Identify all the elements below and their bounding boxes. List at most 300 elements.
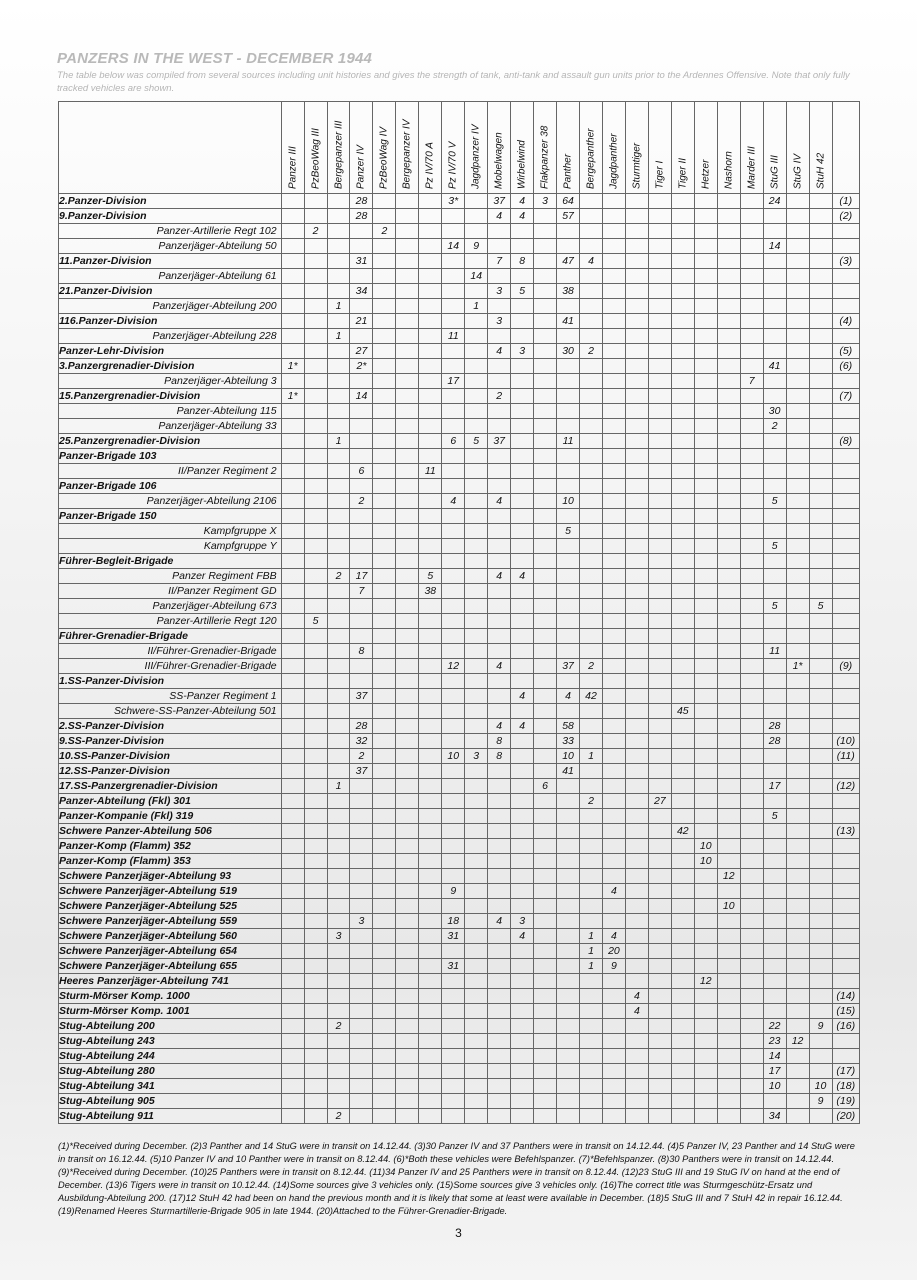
table-cell: [717, 764, 740, 779]
table-cell: [281, 419, 304, 434]
table-cell: [740, 884, 763, 899]
table-cell: [442, 1064, 465, 1079]
table-cell: [396, 554, 419, 569]
table-cell: [511, 944, 534, 959]
table-cell: [373, 659, 396, 674]
table-cell: [809, 914, 832, 929]
table-cell: [694, 719, 717, 734]
table-cell: 64: [557, 194, 580, 209]
table-cell: [281, 674, 304, 689]
table-cell: [671, 764, 694, 779]
table-cell: [419, 1049, 442, 1064]
table-cell: [327, 749, 350, 764]
table-cell: 28: [350, 194, 373, 209]
table-cell: [671, 329, 694, 344]
table-row: [59, 524, 860, 539]
table-cell: [373, 539, 396, 554]
table-cell: [602, 239, 625, 254]
table-cell: [534, 929, 557, 944]
table-cell: [511, 224, 534, 239]
table-cell: 8: [511, 254, 534, 269]
table-cell: [327, 539, 350, 554]
table-row: [59, 299, 860, 314]
table-cell: [373, 629, 396, 644]
table-cell: [671, 734, 694, 749]
table-cell: [694, 1034, 717, 1049]
table-cell: [809, 644, 832, 659]
table-cell: [786, 494, 809, 509]
table-cell: [327, 1034, 350, 1049]
table-cell: 4: [488, 659, 511, 674]
table-cell: [281, 374, 304, 389]
table-cell: [281, 584, 304, 599]
row-label: Sturm-Mörser Komp. 1001: [59, 1004, 282, 1019]
table-cell: [442, 824, 465, 839]
table-cell: [396, 1034, 419, 1049]
table-cell: [694, 614, 717, 629]
table-cell: [396, 659, 419, 674]
column-header-label: Bergepanzer III: [333, 120, 344, 189]
table-cell: [625, 839, 648, 854]
table-cell: [786, 419, 809, 434]
table-cell: [419, 1079, 442, 1094]
table-cell: 5: [419, 569, 442, 584]
table-cell: [648, 554, 671, 569]
table-cell: [580, 449, 603, 464]
table-cell: [671, 869, 694, 884]
table-cell: [373, 749, 396, 764]
table-cell: [488, 794, 511, 809]
table-cell: [648, 209, 671, 224]
table-row: [59, 569, 860, 584]
table-cell: [648, 914, 671, 929]
table-cell: [671, 404, 694, 419]
table-cell: [580, 329, 603, 344]
table-cell: [625, 1019, 648, 1034]
table-cell: 1*: [281, 359, 304, 374]
table-cell: [396, 314, 419, 329]
table-cell: [786, 974, 809, 989]
table-cell: 3: [327, 929, 350, 944]
table-cell: [671, 974, 694, 989]
table-cell: [602, 914, 625, 929]
table-cell: [786, 479, 809, 494]
row-note: (14): [832, 989, 860, 1004]
table-cell: [419, 734, 442, 749]
table-cell: [534, 749, 557, 764]
table-cell: [465, 209, 488, 224]
row-note: [832, 1034, 860, 1049]
row-label: Schwere-SS-Panzer-Abteilung 501: [59, 704, 282, 719]
table-cell: [648, 194, 671, 209]
table-cell: [740, 509, 763, 524]
table-cell: [511, 584, 534, 599]
table-cell: [648, 659, 671, 674]
table-cell: [534, 239, 557, 254]
table-cell: [740, 299, 763, 314]
table-cell: [557, 1064, 580, 1079]
table-cell: [580, 674, 603, 689]
table-row: [59, 719, 860, 734]
table-cell: [557, 869, 580, 884]
table-cell: [534, 599, 557, 614]
table-row: [59, 824, 860, 839]
table-cell: [671, 629, 694, 644]
table-cell: [648, 344, 671, 359]
table-cell: 11: [442, 329, 465, 344]
row-label: Schwere Panzerjäger-Abteilung 93: [59, 869, 282, 884]
table-cell: [763, 524, 786, 539]
column-header: [419, 102, 442, 194]
table-cell: [465, 449, 488, 464]
table-cell: [396, 779, 419, 794]
table-cell: [488, 974, 511, 989]
table-row: [59, 194, 860, 209]
table-cell: [534, 974, 557, 989]
table-cell: 5: [763, 539, 786, 554]
table-cell: [648, 1109, 671, 1124]
table-cell: [648, 854, 671, 869]
table-cell: [419, 1109, 442, 1124]
table-cell: [534, 434, 557, 449]
row-label: 11.Panzer-Division: [59, 254, 282, 269]
table-cell: [465, 884, 488, 899]
row-label: 10.SS-Panzer-Division: [59, 749, 282, 764]
table-cell: [694, 914, 717, 929]
table-cell: [511, 1034, 534, 1049]
table-cell: [304, 1019, 327, 1034]
row-label: Schwere Panzerjäger-Abteilung 559: [59, 914, 282, 929]
table-cell: [488, 929, 511, 944]
table-cell: [694, 494, 717, 509]
table-cell: 42: [671, 824, 694, 839]
table-cell: [534, 884, 557, 899]
table-cell: [717, 734, 740, 749]
column-header: [373, 102, 396, 194]
table-cell: [442, 524, 465, 539]
table-cell: [442, 539, 465, 554]
table-cell: [809, 269, 832, 284]
table-cell: [717, 719, 740, 734]
table-cell: [786, 284, 809, 299]
table-row: [59, 689, 860, 704]
table-cell: [625, 539, 648, 554]
table-cell: [327, 869, 350, 884]
table-cell: 4: [602, 884, 625, 899]
table-cell: [671, 794, 694, 809]
table-cell: [717, 569, 740, 584]
table-cell: [511, 899, 534, 914]
table-cell: [488, 1004, 511, 1019]
table-cell: [373, 299, 396, 314]
table-cell: [694, 299, 717, 314]
table-cell: [419, 779, 442, 794]
row-label: 21.Panzer-Division: [59, 284, 282, 299]
table-cell: [442, 1094, 465, 1109]
table-cell: [763, 839, 786, 854]
table-cell: [281, 989, 304, 1004]
table-cell: [419, 749, 442, 764]
table-cell: [648, 989, 671, 1004]
table-cell: 38: [557, 284, 580, 299]
table-cell: [580, 779, 603, 794]
table-cell: [327, 194, 350, 209]
table-cell: [442, 344, 465, 359]
table-cell: [717, 644, 740, 659]
table-cell: [511, 539, 534, 554]
row-label: Kampfgruppe Y: [59, 539, 282, 554]
table-cell: [373, 794, 396, 809]
table-cell: [763, 299, 786, 314]
table-cell: [671, 524, 694, 539]
table-cell: [671, 254, 694, 269]
table-cell: [350, 434, 373, 449]
table-cell: [327, 314, 350, 329]
row-note: (12): [832, 779, 860, 794]
table-cell: [419, 434, 442, 449]
table-cell: [442, 389, 465, 404]
table-cell: [419, 929, 442, 944]
table-cell: [580, 644, 603, 659]
table-cell: [373, 944, 396, 959]
table-cell: [809, 194, 832, 209]
table-cell: [557, 914, 580, 929]
row-label: Panzerjäger-Abteilung 33: [59, 419, 282, 434]
table-cell: 2: [373, 224, 396, 239]
table-cell: [373, 284, 396, 299]
table-cell: [671, 674, 694, 689]
table-cell: [511, 269, 534, 284]
table-cell: [534, 269, 557, 284]
table-cell: [694, 419, 717, 434]
table-cell: 5: [465, 434, 488, 449]
table-cell: [763, 974, 786, 989]
table-cell: [648, 629, 671, 644]
table-cell: [580, 914, 603, 929]
table-cell: [327, 764, 350, 779]
row-note: [832, 239, 860, 254]
table-cell: [327, 794, 350, 809]
column-header: [809, 102, 832, 194]
table-cell: 7: [740, 374, 763, 389]
table-cell: [740, 554, 763, 569]
table-cell: [809, 239, 832, 254]
table-cell: [557, 1094, 580, 1109]
table-cell: [717, 884, 740, 899]
row-note: (6): [832, 359, 860, 374]
column-header: [763, 102, 786, 194]
table-cell: [281, 764, 304, 779]
table-cell: [786, 1064, 809, 1079]
table-cell: [304, 1064, 327, 1079]
table-cell: [304, 659, 327, 674]
table-cell: [511, 239, 534, 254]
table-cell: [465, 254, 488, 269]
table-cell: [327, 224, 350, 239]
table-cell: [786, 614, 809, 629]
table-cell: [442, 314, 465, 329]
table-cell: [809, 329, 832, 344]
table-cell: [396, 869, 419, 884]
table-cell: [602, 479, 625, 494]
table-cell: [740, 809, 763, 824]
row-label: Schwere Panzerjäger-Abteilung 654: [59, 944, 282, 959]
table-cell: [350, 809, 373, 824]
table-cell: [694, 554, 717, 569]
row-label: Schwere Panzerjäger-Abteilung 525: [59, 899, 282, 914]
table-cell: [373, 389, 396, 404]
row-label: Stug-Abteilung 905: [59, 1094, 282, 1109]
table-cell: 37: [350, 689, 373, 704]
row-label: Panzerjäger-Abteilung 673: [59, 599, 282, 614]
table-row: [59, 884, 860, 899]
row-note: [832, 809, 860, 824]
table-cell: [694, 734, 717, 749]
row-label: Panzerjäger-Abteilung 2106: [59, 494, 282, 509]
table-cell: [442, 209, 465, 224]
table-cell: [557, 884, 580, 899]
table-cell: [396, 494, 419, 509]
table-cell: [373, 719, 396, 734]
table-cell: 9: [442, 884, 465, 899]
table-cell: [717, 464, 740, 479]
column-header-label: Nashorn: [723, 151, 735, 189]
table-cell: 10: [694, 854, 717, 869]
table-cell: [281, 884, 304, 899]
table-cell: [809, 794, 832, 809]
table-cell: [740, 704, 763, 719]
table-cell: [419, 839, 442, 854]
table-cell: [442, 719, 465, 734]
table-cell: [442, 614, 465, 629]
table-cell: [717, 494, 740, 509]
table-cell: [488, 989, 511, 1004]
row-label: Stug-Abteilung 280: [59, 1064, 282, 1079]
table-cell: [809, 989, 832, 1004]
table-cell: [625, 1034, 648, 1049]
table-cell: 5: [763, 809, 786, 824]
table-cell: [396, 914, 419, 929]
table-cell: [580, 734, 603, 749]
table-cell: [625, 674, 648, 689]
table-cell: [534, 839, 557, 854]
table-row: [59, 1094, 860, 1109]
table-cell: [786, 689, 809, 704]
table-cell: [625, 464, 648, 479]
table-cell: [648, 539, 671, 554]
table-row: [59, 614, 860, 629]
table-cell: [511, 389, 534, 404]
table-cell: [580, 419, 603, 434]
table-cell: [488, 644, 511, 659]
table-cell: [740, 989, 763, 1004]
table-cell: [580, 764, 603, 779]
table-cell: [281, 509, 304, 524]
row-note: [832, 584, 860, 599]
table-cell: [534, 209, 557, 224]
table-cell: [511, 314, 534, 329]
table-cell: [488, 1034, 511, 1049]
table-cell: [488, 449, 511, 464]
table-cell: [557, 1049, 580, 1064]
row-label: Schwere Panzerjäger-Abteilung 560: [59, 929, 282, 944]
table-cell: [786, 719, 809, 734]
column-header-label: PzBeoWag III: [310, 128, 322, 189]
table-cell: [717, 434, 740, 449]
table-cell: [625, 689, 648, 704]
table-cell: [534, 539, 557, 554]
table-row: [59, 254, 860, 269]
table-cell: [534, 794, 557, 809]
column-header: [304, 102, 327, 194]
table-cell: [580, 719, 603, 734]
table-cell: [350, 659, 373, 674]
table-cell: [694, 704, 717, 719]
table-cell: [580, 314, 603, 329]
row-label: Kampfgruppe X: [59, 524, 282, 539]
table-cell: [465, 944, 488, 959]
row-note: [832, 614, 860, 629]
table-cell: [786, 959, 809, 974]
table-cell: [671, 1064, 694, 1079]
table-cell: [350, 374, 373, 389]
table-cell: [396, 749, 419, 764]
table-cell: [625, 284, 648, 299]
table-cell: [534, 584, 557, 599]
table-cell: [694, 464, 717, 479]
row-note: [832, 509, 860, 524]
table-cell: [694, 254, 717, 269]
table-cell: [602, 989, 625, 1004]
table-cell: [396, 1019, 419, 1034]
table-cell: [327, 1064, 350, 1079]
table-cell: [373, 1004, 396, 1019]
row-label: 9.SS-Panzer-Division: [59, 734, 282, 749]
table-cell: [304, 344, 327, 359]
table-cell: [625, 224, 648, 239]
row-label: SS-Panzer Regiment 1: [59, 689, 282, 704]
table-cell: [396, 689, 419, 704]
column-header-label: StuG IV: [792, 153, 804, 189]
table-cell: 1*: [281, 389, 304, 404]
table-cell: [717, 359, 740, 374]
table-cell: [419, 899, 442, 914]
table-cell: [557, 704, 580, 719]
table-cell: [281, 1034, 304, 1049]
column-header: [465, 102, 488, 194]
table-cell: [786, 899, 809, 914]
table-cell: [786, 794, 809, 809]
row-label: Stug-Abteilung 911: [59, 1109, 282, 1124]
table-cell: [442, 839, 465, 854]
table-cell: [534, 509, 557, 524]
table-cell: 4: [488, 209, 511, 224]
table-cell: [625, 929, 648, 944]
table-cell: [648, 509, 671, 524]
table-cell: [419, 404, 442, 419]
table-cell: [809, 284, 832, 299]
table-row: [59, 389, 860, 404]
table-cell: [809, 839, 832, 854]
table-cell: [442, 869, 465, 884]
table-cell: 30: [763, 404, 786, 419]
table-cell: [534, 869, 557, 884]
table-cell: [740, 944, 763, 959]
table-cell: [557, 554, 580, 569]
table-cell: 31: [442, 959, 465, 974]
table-cell: [625, 599, 648, 614]
table-cell: [717, 1064, 740, 1079]
